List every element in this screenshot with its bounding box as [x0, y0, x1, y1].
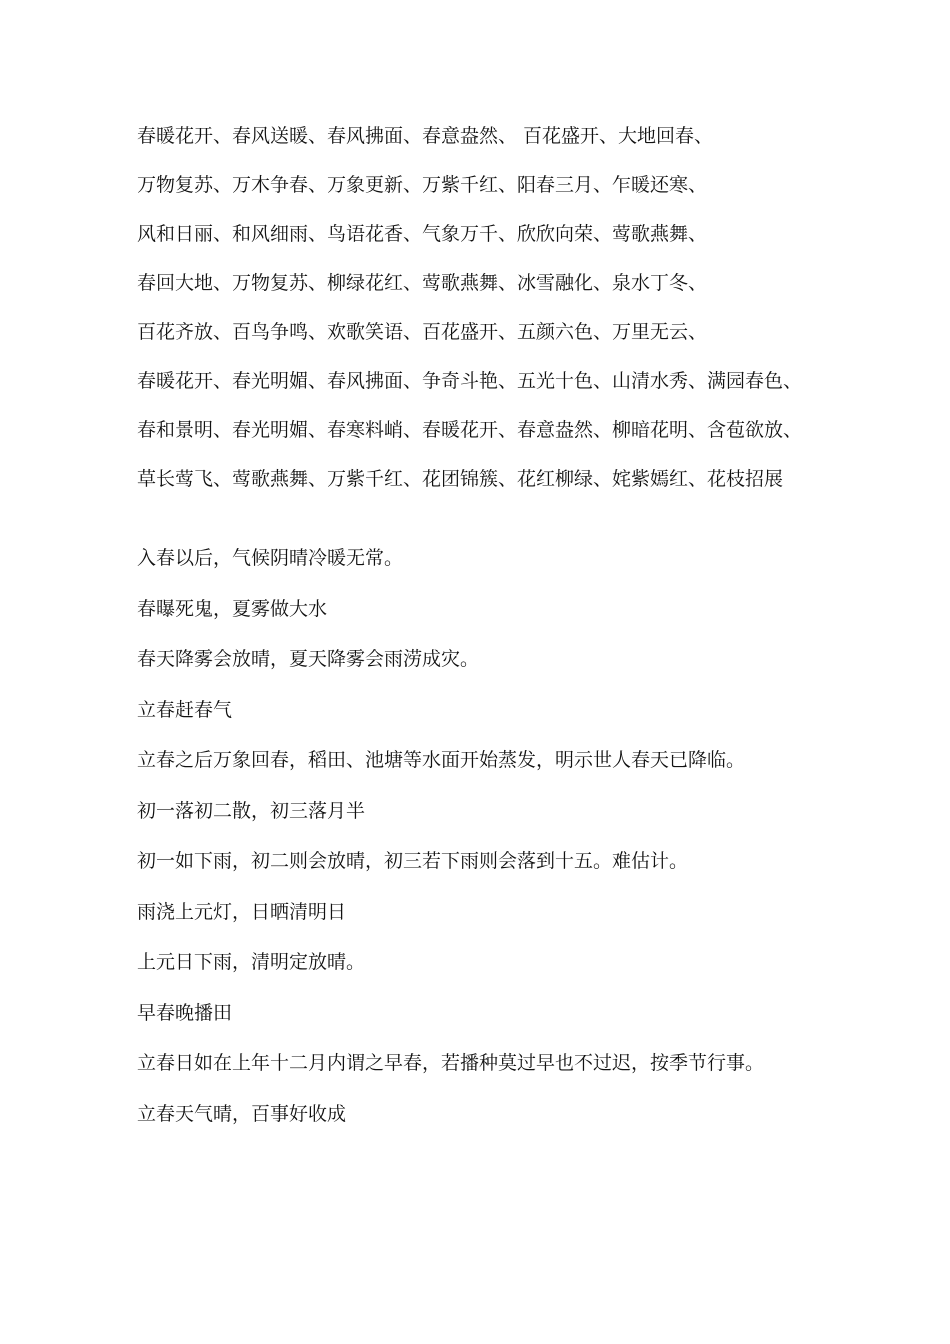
- idiom-line: 风和日丽、和风细雨、鸟语花香、气象万千、欣欣向荣、莺歌燕舞、: [137, 223, 708, 245]
- weather-sayings-list: [137, 544, 877, 1150]
- idiom-line: 百花齐放、百鸟争鸣、欢歌笑语、百花盛开、五颜六色、万里无云、: [137, 321, 708, 343]
- spring-idioms-list: [137, 122, 837, 514]
- saying-line: 入春以后，气候阴晴冷暖无常。: [137, 547, 404, 569]
- idiom-line: 万物复苏、万木争春、万象更新、万紫千红、阳春三月、乍暖还寒、: [137, 174, 708, 196]
- idiom-line: 春回大地、万物复苏、柳绿花红、莺歌燕舞、冰雪融化、泉水丁冬、: [137, 272, 708, 294]
- saying-line: 雨浇上元灯，日晒清明日: [137, 900, 347, 923]
- saying-line: 立春日如在上年十二月内谓之早春，若播种莫过早也不过迟，按季节行事。: [137, 1052, 765, 1074]
- idiom-line: 春暖花开、春风送暖、春风拂面、春意盎然、 百花盛开、大地回春、: [137, 125, 714, 147]
- saying-line: 立春天气晴，百事好收成: [137, 1102, 347, 1125]
- saying-line: 早春晚播田: [137, 1001, 233, 1024]
- saying-line: 立春赶春气: [137, 698, 233, 721]
- saying-line: 春天降雾会放晴，夏天降雾会雨涝成灾。: [137, 648, 480, 670]
- saying-line: 初一落初二散，初三落月半: [137, 799, 366, 822]
- saying-line: 立春之后万象回春，稻田、池塘等水面开始蒸发，明示世人春天已降临。: [137, 749, 746, 771]
- idiom-line: 春暖花开、春光明媚、春风拂面、争奇斗艳、五光十色、山清水秀、满园春色、: [137, 370, 803, 392]
- saying-line: 春曝死鬼，夏雾做大水: [137, 597, 328, 620]
- idiom-line: 春和景明、春光明媚、春寒料峭、春暖花开、春意盎然、柳暗花明、含苞欲放、: [137, 419, 803, 441]
- saying-line: 初一如下雨，初二则会放晴，初三若下雨则会落到十五。难估计。: [137, 850, 689, 872]
- idiom-line: 草长莺飞、莺歌燕舞、万紫千红、花团锦簇、花红柳绿、姹紫嫣红、花枝招展: [137, 468, 784, 490]
- saying-line: 上元日下雨，清明定放晴。: [137, 951, 366, 973]
